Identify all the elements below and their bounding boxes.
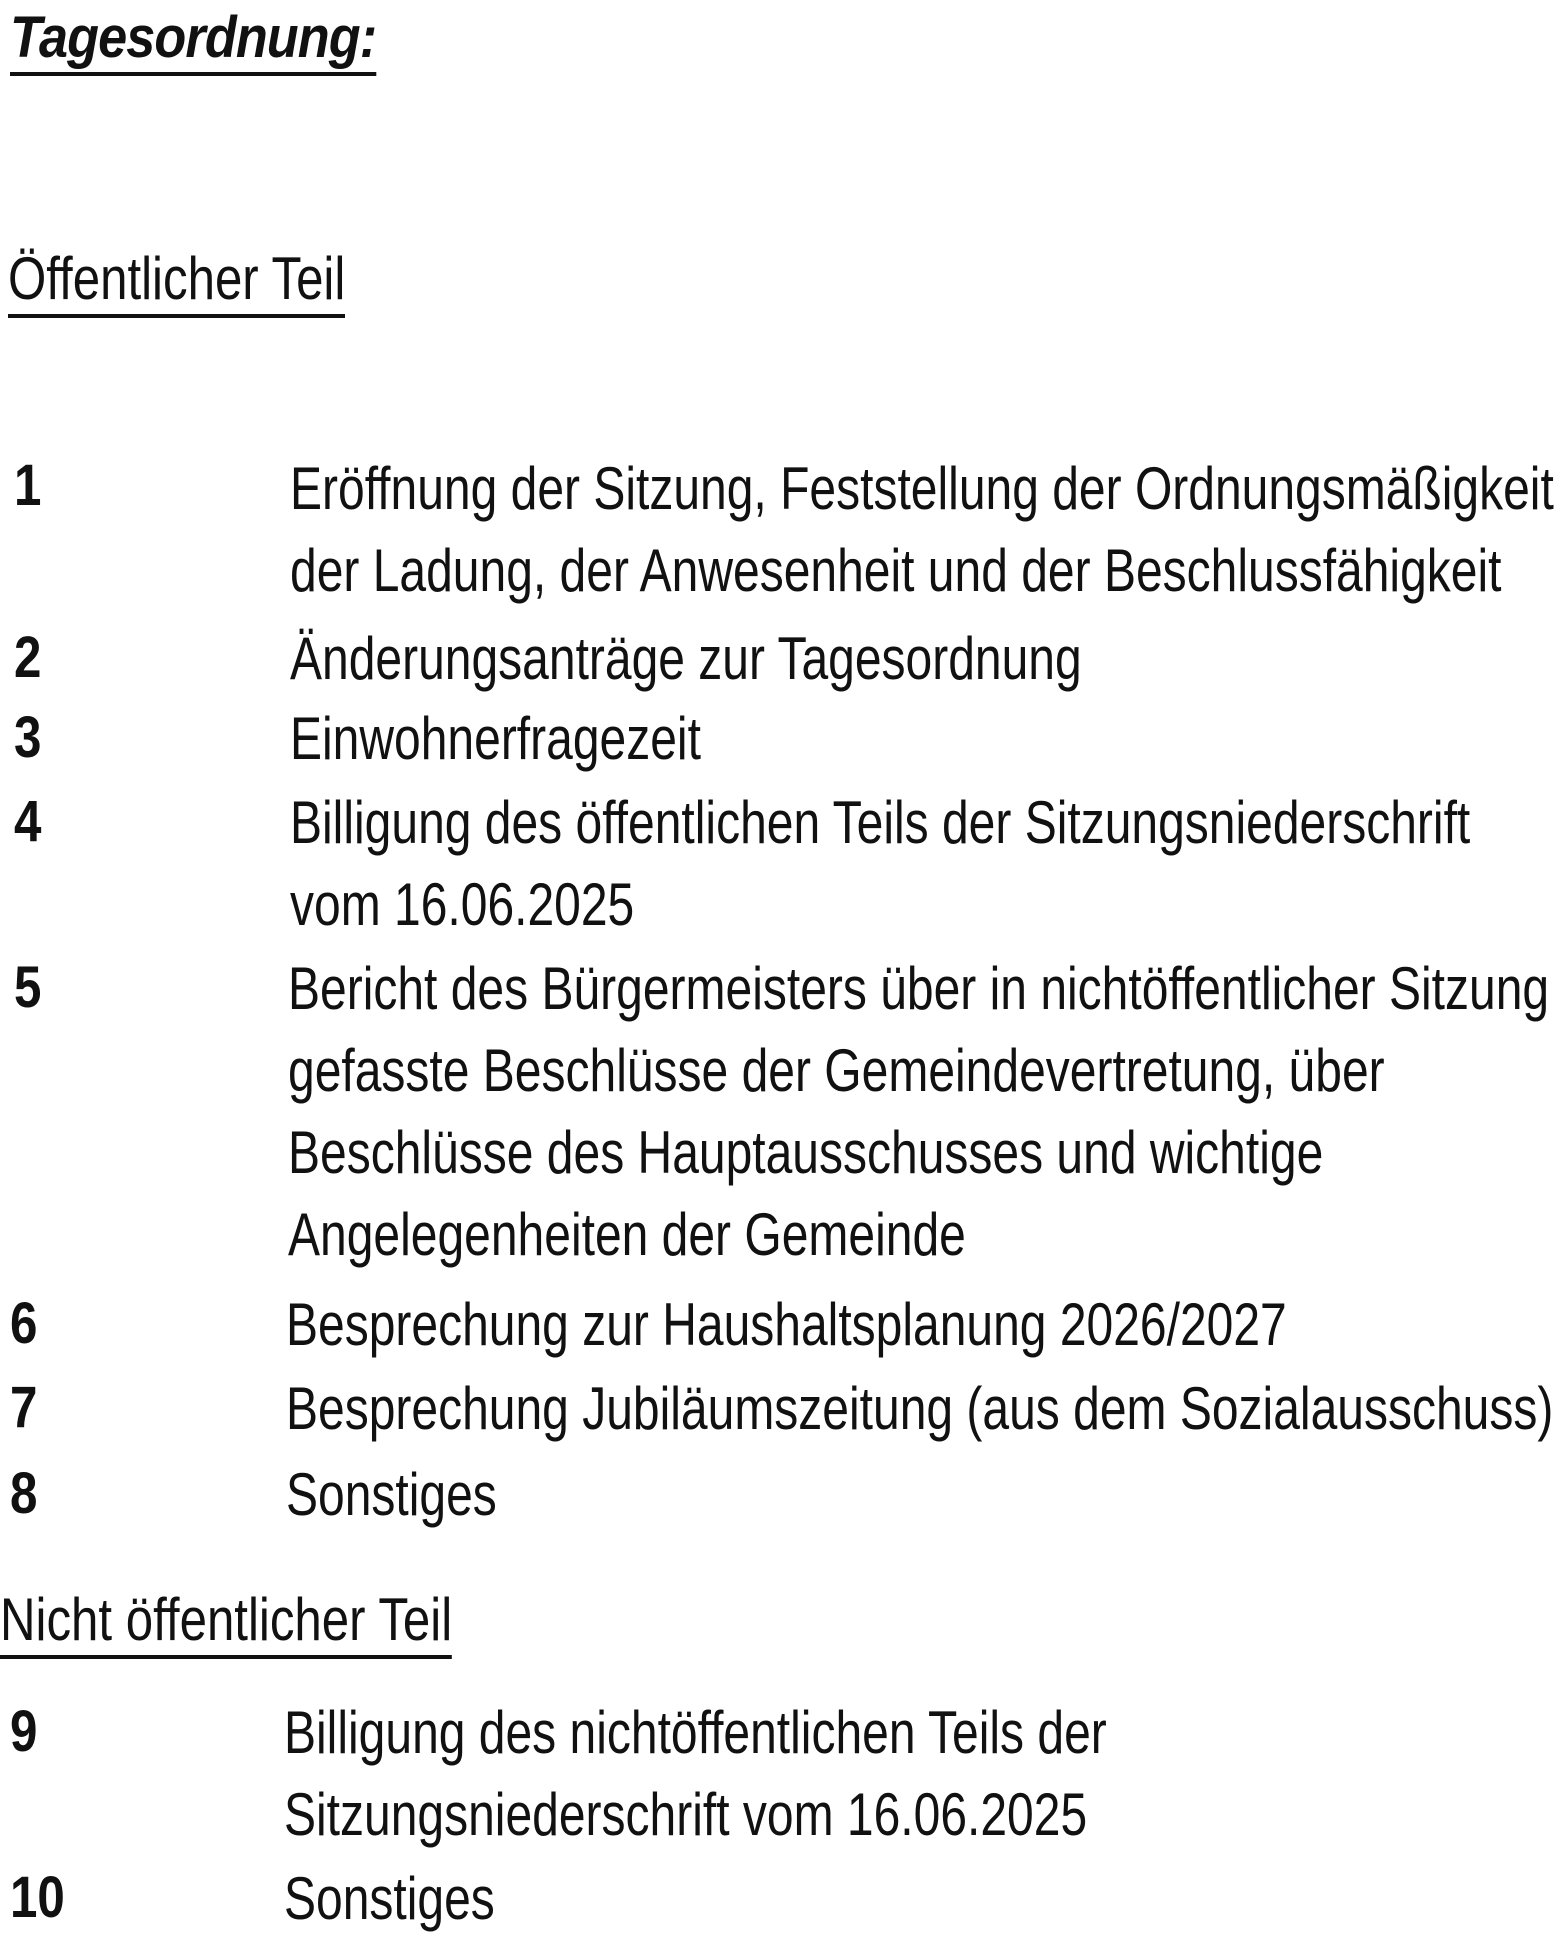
item-number: 8 [10, 1461, 38, 1526]
item-number: 5 [14, 955, 42, 1020]
item-number: 7 [10, 1375, 38, 1440]
item-text: Besprechung zur Haushaltsplanung 2026/2027 [286, 1291, 1287, 1358]
item-text: Besprechung Jubiläumszeitung (aus dem Sozialausschuss) [286, 1375, 1554, 1442]
item-text: Sonstiges [286, 1461, 497, 1528]
item-number: 9 [10, 1699, 38, 1764]
item-number: 6 [10, 1291, 38, 1356]
item-text: Sonstiges [284, 1865, 495, 1932]
agenda-title: Tagesordnung: [10, 4, 376, 71]
item-text: Einwohnerfragezeit [290, 705, 701, 772]
item-text: Billigung des nichtöffentlichen Teils der Sitzungsniederschrift vom 16.06.2025 [284, 1699, 1107, 1848]
item-number: 10 [10, 1865, 65, 1930]
item-text: Bericht des Bürgermeisters über in nichtöffentlicher Sitzung gefasste Beschlüsse der Gemeindevertretung, über Beschlüsse des Hauptausschusses und wichtige Angelegenheiten der Gemeinde [288, 955, 1550, 1268]
item-text: Änderungsanträge zur Tagesordnung [290, 625, 1082, 692]
item-number: 1 [14, 453, 42, 518]
public-section-heading: Öffentlicher Teil [8, 244, 345, 313]
item-text: Billigung des öffentlichen Teils der Sitzungsniederschrift vom 16.06.2025 [290, 789, 1471, 938]
item-number: 4 [14, 789, 42, 854]
private-section-heading: Nicht öffentlicher Teil [0, 1585, 452, 1654]
item-number: 3 [14, 705, 42, 770]
item-number: 2 [14, 625, 42, 690]
item-text: Eröffnung der Sitzung, Feststellung der Ordnungsmäßigkeit der Ladung, der Anwesenheit und der Beschlussfähigkeit [290, 455, 1554, 604]
